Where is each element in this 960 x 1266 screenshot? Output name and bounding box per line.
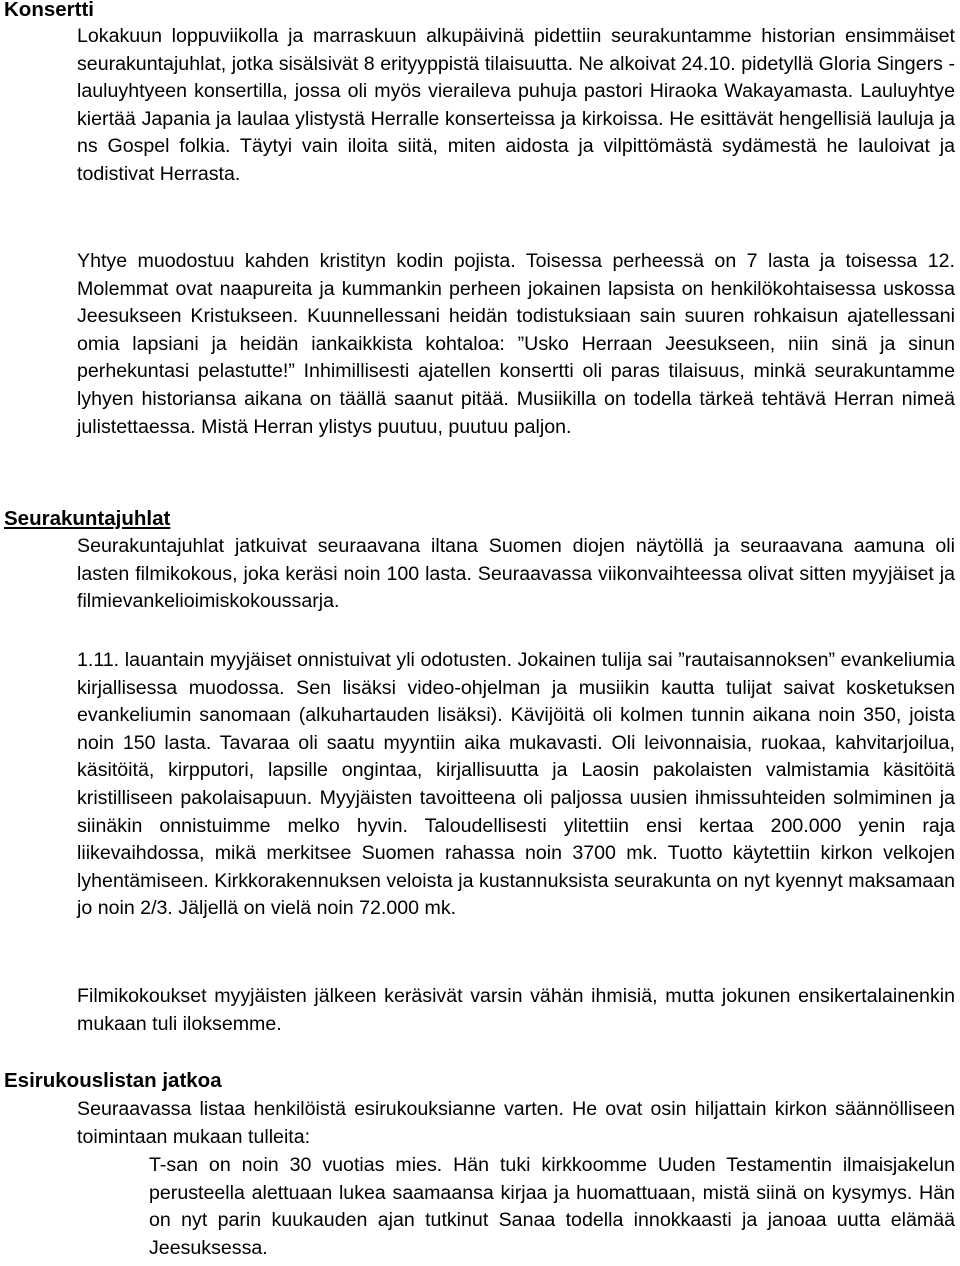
paragraph: 1.11. lauantain myyjäiset onnistuivat yli odotusten. Jokainen tulija sai ”rautaisannoksen” evankeliumia kirjallisessa muodossa. Sen lisäksi video-ohjelman ja musiikin kautta tulijat saivat kosketuksen evankeliumin sanomaan (alkuhartauden lisäksi). Kävijöitä oli kolmen tunnin aikana noin 350, joista noin 150 lasta. Tavaraa oli saatu myyntiin aika mukavasti. Oli leivonnaisia, ruokaa, kahvitarjoilua, käsitöitä, kirpputori, lapsille ongintaa, kirjallisuutta ja Laosin pakolaisten valmistamia käsitöitä kristilliseen pakolaisapuun. Myyjäisten tavoitteena oli paljossa uusien ihmissuhteiden solmiminen ja siinäkin onnistuimme melko hyvin. Taloudellisesti ylitettiin ensi kertaa 200.000 yenin raja liikevaihdossa, mikä merkitsee Suomen rahassa noin 3700 mk. Tuotto käytettiin kirkon velkojen lyhentämiseen. Kirkkorakennuksen veloista ja kustannuksista seurakunta on nyt kyennyt maksamaan jo noin 2/3. Jäljellä on vielä noin 72.000 mk.: [77, 649, 955, 920]
section-heading: Seurakuntajuhlat: [4, 507, 171, 530]
paragraph: Filmikokoukset myyjäisten jälkeen keräsivät varsin vähän ihmisiä, mutta jokunen ensikertalainenkin mukaan tuli iloksemme.: [77, 985, 955, 1035]
indented-paragraph: T-san on noin 30 vuotias mies. Hän tuki kirkkoomme Uuden Testamentin ilmaisjakelun perusteella alettuaan lukea saamaansa kirjaa ja huomattuaan, mistä siinä on kysymys. Hän on nyt parin kuukauden ajan tutkinut Sanaa todella innokkaasti ja janoaa uutta elämää Jeesuksessa.: [149, 1154, 955, 1259]
paragraph: Yhtye muodostuu kahden kristityn kodin pojista. Toisessa perheessä on 7 lasta ja toisessa 12. Molemmat ovat naapureita ja kummankin perheen jokainen lapsista on henkilökohtaisessa uskossa Jeesukseen Kristukseen. Kuunnellessani heidän todistuksiaan sain suuren rohkaisun ajatellessani omia lapsiani ja heidän iankaikkista kohtaloa: ”Usko Herraan Jeesukseen, niin sinä ja sinun perhekuntasi pelastutte!” Inhimillisesti ajatellen konsertti oli paras tilaisuus, minkä seurakuntamme lyhyen historiansa aikana on täällä saanut pitää. Musiikilla on todella tärkeä tehtävä Herran nimeä julistettaessa. Mistä Herran ylistys puutuu, puutuu paljon.: [77, 250, 955, 438]
section-heading: Esirukouslistan jatkoa: [4, 1069, 222, 1092]
paragraph: Seuraavassa listaa henkilöistä esirukouksianne varten. He ovat osin hiljattain kirkon säännölliseen toimintaan mukaan tulleita:: [77, 1098, 955, 1148]
paragraph: Seurakuntajuhlat jatkuivat seuraavana iltana Suomen diojen näytöllä ja seuraavana aamuna oli lasten filmikokous, joka keräsi noin 100 lasta. Seuraavassa viikonvaihteessa olivat sitten myyjäiset ja filmievankelioimiskokoussarja.: [77, 535, 955, 613]
paragraph: Lokakuun loppuviikolla ja marraskuun alkupäivinä pidettiin seurakuntamme historian ensimmäiset seurakuntajuhlat, jotka sisälsivät 8 erityyppistä tilaisuutta. Ne alkoivat 24.10. pidetyllä Gloria Singers -lauluyhtyeen konsertilla, jossa oli myös vieraileva puhuja pastori Hiraoka Wakayamasta. Lauluyhtye kiertää Japania ja laulaa ylistystä Herralle konserteissa ja kirkoissa. He esittävät hengellisiä lauluja ja ns Gospel folkia. Täytyi vain iloita siitä, miten aidosta ja vilpittömästä sydämestä he lauloivat ja todistivat Herrasta.: [77, 25, 955, 185]
section-heading: Konsertti: [4, 0, 94, 21]
